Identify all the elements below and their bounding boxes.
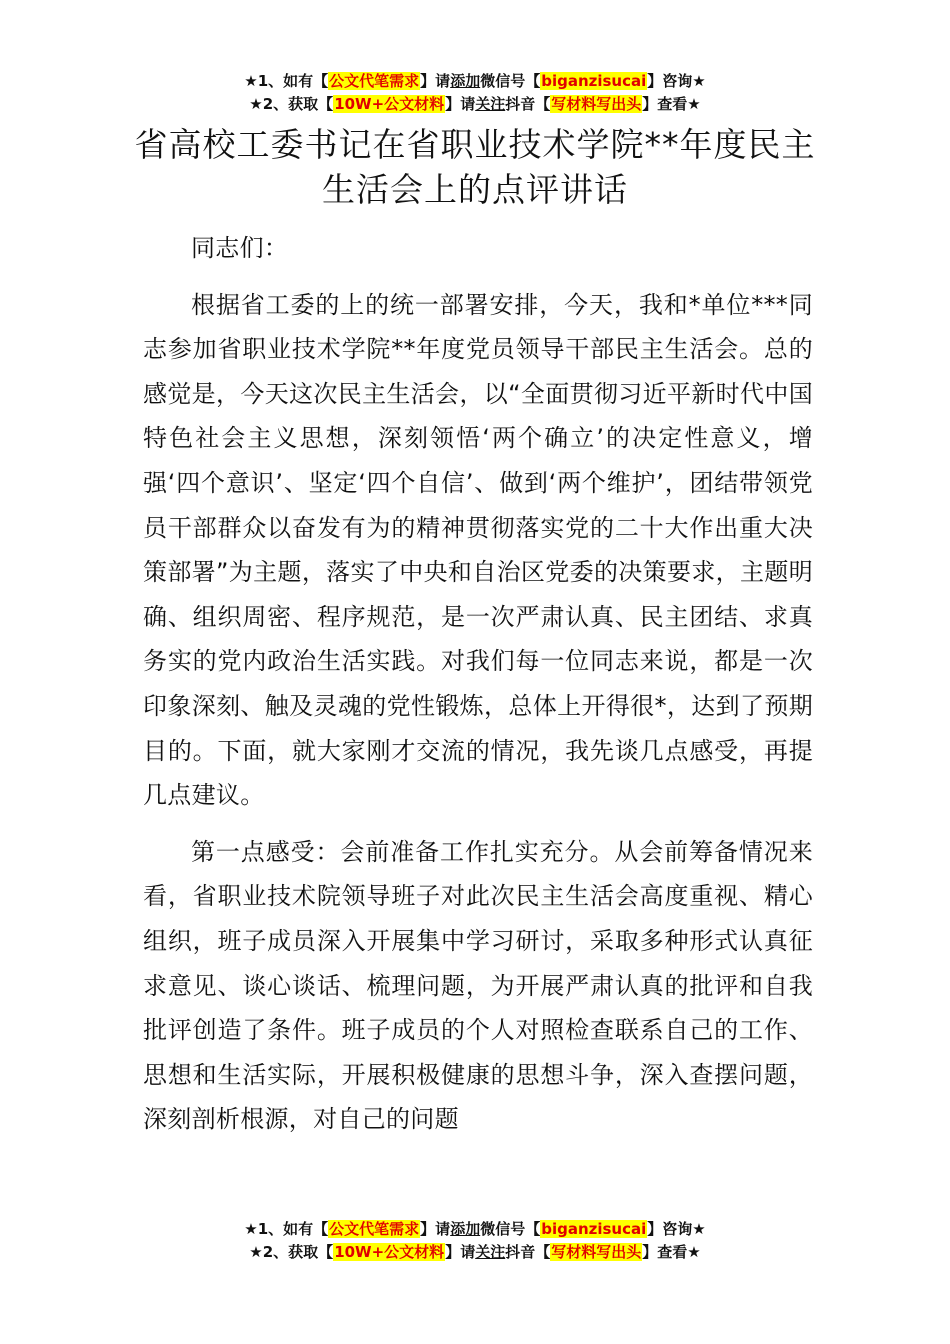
highlight-service: 公文代笔需求 xyxy=(329,1220,420,1238)
highlight-service: 公文代笔需求 xyxy=(329,72,420,90)
paragraph-first-impression: 第一点感受：会前准备工作扎实充分。从会前筹备情况来看，省职业技术院领导班子对此次民主生活会高度重视、精心组织，班子成员深入开展集中学习研讨，采取多种形式认真征求意见、谈心谈话、梳理问题，为开展严肃认真的批评和自我批评创造了条件。班子成员的个人对照检查联系自己的工作、思想和生活实际，开展积极健康的思想斗争，深入查摆问题，深刻剖析根源，对自己的问题 xyxy=(143,837,813,1134)
document-body xyxy=(143,226,813,1142)
salutation: 同志们： xyxy=(191,234,289,262)
highlight-wechat-id: biganzisucai xyxy=(541,1220,647,1238)
footer-promo-banner xyxy=(0,1218,950,1264)
promo-line-2: ★2、获取【10W+公文材料】请关注抖音【写材料写出头】查看★ xyxy=(249,95,701,113)
document-title: 省高校工委书记在省职业技术学院**年度民主生活会上的点评讲话 xyxy=(134,125,816,209)
paragraph-intro: 根据省工委的上的统一部署安排，今天，我和*单位***同志参加省职业技术学院**年度党员领导干部民主生活会。总的感觉是，今天这次民主生活会，以“全面贯彻习近平新时代中国特色社会主义思想，深刻领悟‘两个确立’的决定性意义，增强‘四个意识’、坚定‘四个自信’、做到‘两个维护’，团结带领党员干部群众以奋发有为的精神贯彻落实党的二十大作出重大决策部署”为主题，落实了中央和自治区党委的决策要求，主题明确、组织周密、程序规范，是一次严肃认真、民主团结、求真务实的党内政治生活实践。对我们每一位同志来说，都是一次印象深刻、触及灵魂的党性锻炼，总体上开得很*，达到了预期目的。下面，就大家刚才交流的情况，我先谈几点感受，再提几点建议。 xyxy=(143,290,813,810)
highlight-materials: 10W+公文材料 xyxy=(334,1243,445,1261)
highlight-wechat-id: biganzisucai xyxy=(541,72,647,90)
promo-line-1: ★1、如有【公文代笔需求】请添加微信号【biganzisucai】咨询★ xyxy=(244,1220,706,1238)
highlight-douyin-account: 写材料写出头 xyxy=(551,1243,642,1261)
promo-line-2: ★2、获取【10W+公文材料】请关注抖音【写材料写出头】查看★ xyxy=(249,1243,701,1261)
highlight-douyin-account: 写材料写出头 xyxy=(551,95,642,113)
promo-line-1: ★1、如有【公文代笔需求】请添加微信号【biganzisucai】咨询★ xyxy=(244,72,706,90)
highlight-materials: 10W+公文材料 xyxy=(334,95,445,113)
header-promo-banner xyxy=(0,70,950,116)
